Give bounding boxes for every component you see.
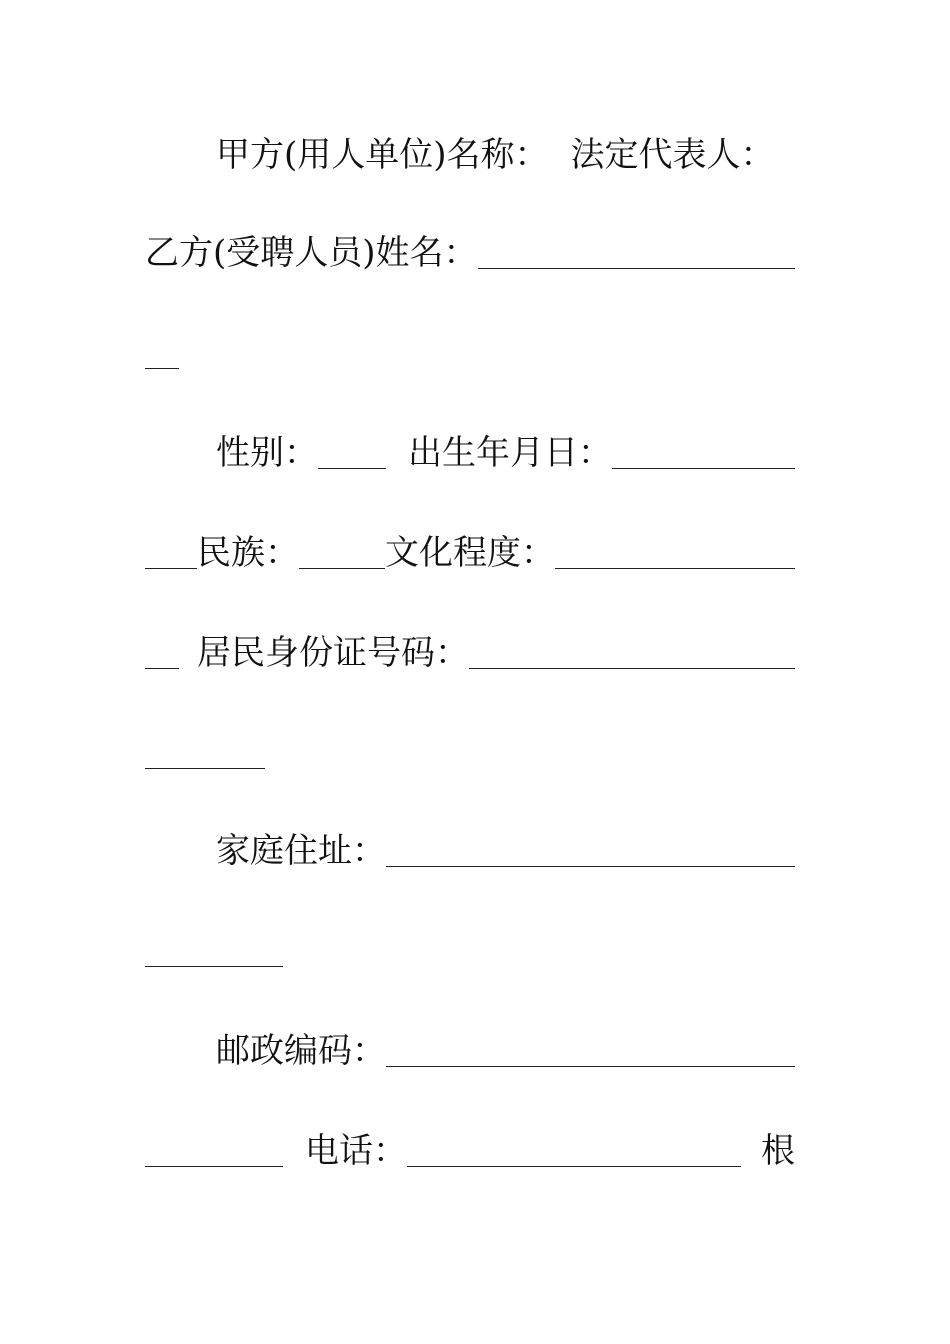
party-a-label: 甲方(用人单位)名称： bbox=[216, 135, 549, 175]
address-label: 家庭住址： bbox=[216, 831, 386, 871]
ethnicity-label: 民族： bbox=[197, 533, 299, 573]
gender-birth-line bbox=[216, 428, 795, 478]
education-blank-cont[interactable] bbox=[145, 632, 179, 669]
trailing-text: 根 bbox=[761, 1131, 795, 1171]
phone-label: 电话： bbox=[305, 1131, 407, 1171]
birth-blank-cont[interactable] bbox=[145, 532, 197, 569]
address-blank[interactable] bbox=[386, 830, 795, 867]
education-label: 文化程度： bbox=[385, 533, 555, 573]
id-number-blank-cont[interactable] bbox=[145, 732, 265, 769]
phone-blank[interactable] bbox=[407, 1130, 741, 1167]
postcode-label: 邮政编码： bbox=[216, 1031, 386, 1071]
id-number-label: 居民身份证号码： bbox=[197, 633, 469, 673]
education-blank[interactable] bbox=[555, 532, 795, 569]
party-b-name-label: 乙方(受聘人员)姓名： bbox=[145, 233, 478, 273]
postcode-blank-cont[interactable] bbox=[145, 1130, 283, 1167]
id-number-line bbox=[145, 628, 795, 678]
party-a-line bbox=[216, 130, 795, 180]
address-line bbox=[216, 826, 795, 876]
ethnicity-blank[interactable] bbox=[299, 532, 385, 569]
postcode-blank[interactable] bbox=[386, 1030, 795, 1067]
postcode-line bbox=[216, 1026, 795, 1076]
id-number-continuation bbox=[145, 728, 795, 778]
gender-blank[interactable] bbox=[318, 432, 386, 469]
birth-blank[interactable] bbox=[612, 432, 795, 469]
birth-label: 出生年月日： bbox=[408, 433, 612, 473]
address-blank-cont[interactable] bbox=[145, 930, 283, 967]
party-b-name-continuation bbox=[145, 328, 795, 378]
legal-rep-label: 法定代表人： bbox=[570, 135, 775, 175]
party-b-name-blank[interactable] bbox=[478, 232, 795, 269]
party-b-name-blank-cont[interactable] bbox=[145, 332, 179, 369]
gender-label: 性别： bbox=[216, 433, 318, 473]
address-continuation bbox=[145, 926, 795, 976]
id-number-blank[interactable] bbox=[469, 632, 795, 669]
phone-line bbox=[145, 1126, 795, 1176]
party-b-line bbox=[145, 228, 795, 278]
ethnicity-education-line bbox=[145, 528, 795, 578]
